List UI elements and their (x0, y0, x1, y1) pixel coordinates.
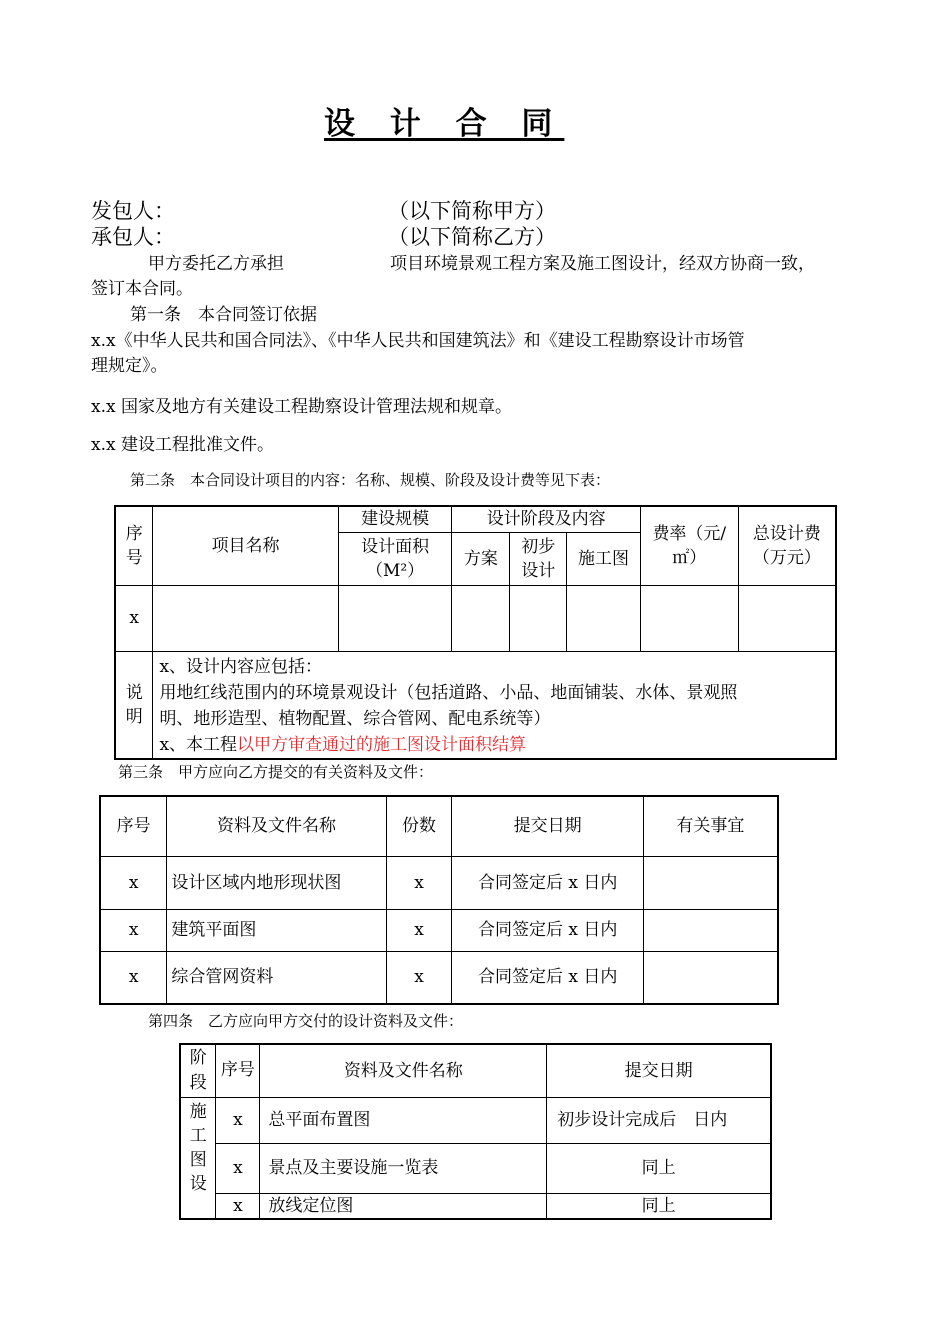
header-stage: 阶段 (180, 1044, 216, 1097)
header-copies: 份数 (386, 796, 452, 856)
row-seq: x (100, 909, 167, 951)
article1-para3: x.x 建设工程批准文件。 (91, 435, 274, 455)
cell-empty (640, 585, 738, 651)
party-b-label: 承包人： (91, 225, 175, 249)
header-seq: 序号 (216, 1044, 260, 1097)
note-label: 说明 (115, 651, 153, 759)
row-submit-date: 同上 (547, 1143, 771, 1193)
client-materials-table (99, 795, 779, 1005)
header-project-name: 项目名称 (153, 506, 338, 585)
note-line-1: x、设计内容应包括： (159, 656, 323, 677)
header-total-fee: 总设计费（万元） (738, 506, 836, 585)
article1-para2: x.x 国家及地方有关建设工程勘察设计管理法规和规章。 (91, 397, 512, 417)
row-seq: x (100, 951, 167, 1004)
article2-title: 第二条 本合同设计项目的内容：名称、规模、阶段及设计费等见下表： (130, 471, 611, 489)
row-seq: x (216, 1193, 260, 1219)
table-row (100, 951, 778, 1004)
row-copies: x (386, 856, 452, 909)
row-submit-date: 合同签定后 x 日内 (452, 909, 643, 951)
cell-empty (567, 585, 641, 651)
header-design-area: 设计面积（M²） (338, 532, 452, 585)
table-row (115, 585, 836, 651)
header-seq: 序号 (100, 796, 167, 856)
intro-text-a: 甲方委托乙方承担 (148, 254, 284, 274)
row-notes (643, 856, 778, 909)
header-preliminary: 初步设计 (510, 532, 567, 585)
table-row (100, 856, 778, 909)
row-seq: x (216, 1097, 260, 1143)
note-line-3: 明、地形造型、植物配置、综合管网、配电系统等） (159, 708, 551, 729)
table-row (180, 1143, 771, 1193)
row-doc-name: 综合管网资料 (167, 951, 386, 1004)
table-row (180, 1097, 771, 1143)
party-a-label: 发包人： (91, 199, 175, 223)
row-doc-name: 设计区域内地形现状图 (167, 856, 386, 909)
note-line-4 (159, 732, 831, 758)
row-doc-name: 放线定位图 (260, 1193, 547, 1219)
design-project-table (114, 505, 837, 760)
header-construction: 施工图 (567, 532, 641, 585)
row-copies: x (386, 951, 452, 1004)
article4-title: 第四条 乙方应向甲方交付的设计资料及文件： (148, 1012, 464, 1030)
header-stage: 设计阶段及内容 (452, 506, 640, 532)
cell-empty (338, 585, 452, 651)
note-line-4-prefix: x、本工程 (159, 734, 238, 755)
stage-label: 施工图设 (180, 1097, 216, 1219)
row-doc-name: 总平面布置图 (260, 1097, 547, 1143)
row-submit-date: 初步设计完成后 日内 (547, 1097, 771, 1143)
row-submit-date: 合同签定后 x 日内 (452, 856, 643, 909)
row-doc-name: 建筑平面图 (167, 909, 386, 951)
header-seq: 序号 (115, 506, 153, 585)
header-rate: 费率（元/㎡） (640, 506, 738, 585)
intro-text-c: 签订本合同。 (91, 279, 193, 299)
cell-empty (153, 585, 338, 651)
cell-empty (510, 585, 567, 651)
row-submit-date: 同上 (547, 1193, 771, 1219)
header-doc-name: 资料及文件名称 (167, 796, 386, 856)
cell-empty (738, 585, 836, 651)
header-submit-date: 提交日期 (452, 796, 643, 856)
row-seq: x (100, 856, 167, 909)
article1-para1-line1: x.x《中华人民共和国合同法》、《中华人民共和国建筑法》和《建设工程勘察设计市场管 (91, 331, 745, 351)
row-submit-date: 合同签定后 x 日内 (452, 951, 643, 1004)
intro-text-b: 项目环境景观工程方案及施工图设计，经双方协商一致， (390, 254, 815, 274)
row-copies: x (386, 909, 452, 951)
article3-title: 第三条 甲方应向乙方提交的有关资料及文件： (118, 763, 434, 781)
row-notes (643, 909, 778, 951)
note-line-2: 用地红线范围内的环境景观设计（包括道路、小品、地面铺装、水体、景观照 (159, 682, 738, 703)
note-content (153, 651, 836, 759)
article1-title: 第一条 本合同签订依据 (130, 305, 317, 325)
note-row (115, 651, 836, 759)
party-b-suffix: （以下简称乙方） (388, 225, 556, 249)
row-notes (643, 951, 778, 1004)
row-doc-name: 景点及主要设施一览表 (260, 1143, 547, 1193)
row-seq: x (216, 1143, 260, 1193)
note-line-4-highlight: 以甲方审查通过的施工图设计面积结算 (237, 734, 527, 755)
party-a-suffix: （以下简称甲方） (388, 199, 556, 223)
header-submit-date: 提交日期 (547, 1044, 771, 1097)
cell-empty (452, 585, 510, 651)
header-notes: 有关事宜 (643, 796, 778, 856)
header-scale: 建设规模 (338, 506, 452, 532)
row-seq: x (115, 585, 153, 651)
deliverables-table (179, 1043, 772, 1220)
table-row (180, 1193, 771, 1219)
header-scheme: 方案 (452, 532, 510, 585)
page-title: 设 计 合 同 (324, 106, 565, 142)
table-row (100, 909, 778, 951)
article1-para1-line2: 理规定》。 (91, 356, 168, 376)
header-doc-name: 资料及文件名称 (260, 1044, 547, 1097)
